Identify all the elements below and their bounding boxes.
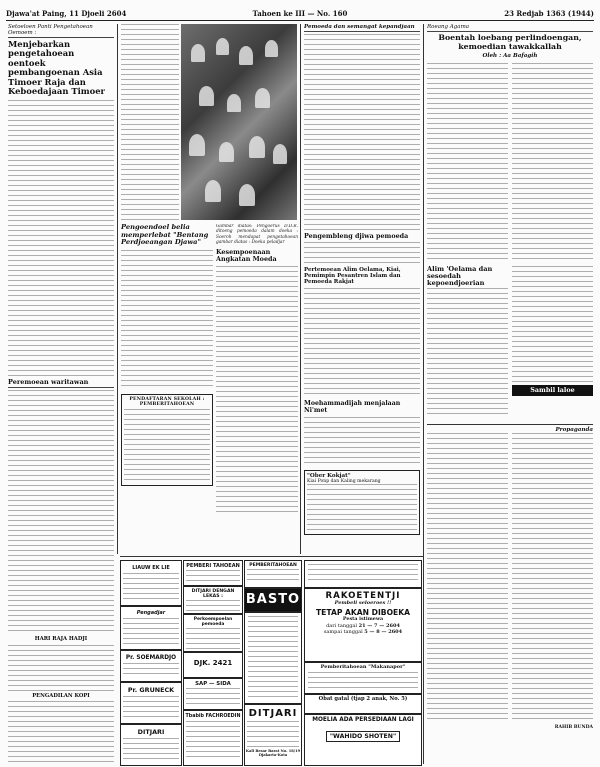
column-rule — [423, 24, 424, 764]
ad-title: Obat gatal (tjap 2 anak, No. 5) — [318, 696, 408, 702]
notice-body — [307, 484, 417, 532]
date-value: 5 — 8 — 2604 — [364, 628, 403, 635]
section-heading: Pertemoean Alim Oelama, Kiai, Pemimpin Pesantren Islam dan Pemoeda Rakjat — [304, 267, 401, 286]
column-3 — [216, 224, 298, 554]
ad-body — [123, 663, 179, 675]
article-body — [121, 24, 179, 220]
ad-body — [248, 616, 298, 700]
ad-title: Pemberitahoean "Makanapor" — [320, 664, 406, 670]
article-body — [427, 433, 508, 723]
ad-body — [123, 618, 179, 644]
ad-body — [247, 569, 299, 583]
ad-obat-gatal — [304, 694, 422, 714]
article-body — [512, 63, 593, 263]
ad-pengadjar — [120, 606, 182, 650]
article-body — [304, 417, 420, 467]
article-headline: Boentah loebang perlindoengan, kemoedian tawakkallah — [438, 33, 582, 51]
ad-title: DITJARI — [248, 708, 298, 719]
ad-pemberi-tahoean — [183, 560, 243, 586]
article-body — [427, 288, 508, 418]
news-photo — [181, 24, 297, 220]
ad-body — [186, 628, 240, 652]
ad-title: Perkoempoelan pemoeda — [193, 617, 233, 627]
article-body — [8, 100, 114, 376]
ad-makanapor — [304, 662, 422, 694]
ad-body — [308, 564, 418, 584]
signature: RAHIB BUNDA — [554, 725, 593, 731]
ad-top-notice — [304, 560, 422, 588]
ad-title: LIAUW EK LIE — [132, 565, 170, 571]
ad-djk — [183, 652, 243, 678]
ad-liauw — [120, 560, 182, 606]
ad-listing — [244, 612, 302, 704]
section-heading: HARI RAJA HADJI — [34, 635, 88, 642]
section-heading: Moehammadijah menjalaan Ni'met — [304, 399, 401, 414]
ad-title: PEMBERI TAHOEAN — [186, 563, 240, 569]
date-label: dari tanggal — [326, 622, 358, 629]
notice-heading: PENDAFTARAN SEKOLAH : PEMBERITAHOEAN — [129, 396, 205, 407]
notice-heading: "Ober Kokjat" — [307, 472, 351, 479]
column-rule — [117, 24, 118, 554]
ad-pemberitahoean — [244, 560, 302, 588]
section-heading: Alim 'Oelama dan sesoedah kepoendjoerian — [427, 264, 493, 288]
ad-address: Kali Besar Barat No. 18/19 Djakarta-Kota — [245, 749, 301, 758]
column-2 — [121, 224, 213, 554]
ad-brand: "WAHIDO SHOTEN" — [326, 731, 400, 742]
date-value: 21 — 7 — 2604 — [358, 622, 400, 629]
ad-title: RAKOETENTJI — [325, 591, 401, 601]
ad-title: Pr. SOEMARDJO — [125, 655, 177, 661]
column-2-upper — [121, 24, 179, 220]
photo-caption: Gambar diatas: Pengoerus D.D.R. ditoeng pemoeda dalam doeka : Soeroh mendapat pengetahoean gambar diatas : Doeka peladjar — [216, 224, 298, 246]
article-body — [121, 250, 213, 390]
notice-box — [121, 394, 213, 486]
ad-soemardjo — [120, 650, 182, 682]
article-body — [304, 34, 420, 230]
article-body — [8, 701, 114, 764]
ad-title: Tbabib FACHROEDIN — [185, 714, 241, 719]
article-kicker: Setoeloen Panti Pengetahoean Oemoem : — [8, 24, 114, 38]
ad-title: PEMBERITAHOEAN — [249, 563, 297, 568]
ad-rakoetentji — [304, 588, 422, 662]
section-label: Sambil laloe — [512, 385, 593, 396]
ad-basto — [244, 588, 302, 612]
column-5 — [427, 24, 593, 764]
ad-body — [247, 721, 299, 747]
article-kicker: Roeang Agama — [427, 24, 593, 32]
ad-sap-sida — [183, 678, 243, 710]
ad-line: Pembeli seloeroes !! — [334, 600, 392, 606]
masthead — [6, 6, 594, 21]
ad-title: DITJARI DENGAN LEKAS : — [191, 589, 235, 599]
notice-subheading: Kiai Ponp dan Kaling mekarang — [307, 478, 381, 484]
column-4 — [304, 24, 420, 554]
masthead-date: Djawa'at Paing, 11 Djoeli 2604 — [6, 8, 127, 18]
ad-title: SAP — SIDA — [195, 681, 231, 687]
ad-perkoempoelan — [183, 614, 243, 652]
date-label: sampai tanggal — [323, 628, 363, 635]
ad-body — [123, 573, 179, 599]
article-headline: Menjebarkan pengetahoean oentoek pembangoenan Asia Timoer Raja dan Keboedajaan Timoer — [8, 39, 105, 97]
ad-body — [186, 600, 240, 614]
column-1 — [8, 24, 114, 764]
article-body — [216, 266, 298, 516]
ad-fachroedin — [183, 710, 243, 766]
section-heading: Peremoean waritawan — [8, 379, 114, 387]
ad-body — [123, 696, 179, 718]
article-body — [8, 645, 114, 691]
notice-box — [304, 470, 420, 535]
masthead-hijri-date: 23 Redjab 1363 (1944) — [504, 8, 594, 18]
ad-gruneck — [120, 682, 182, 724]
ad-title: Pengadjar — [136, 610, 166, 616]
notice-body — [124, 409, 210, 483]
article-body — [427, 63, 508, 263]
ad-title: Pr. GRUNECK — [127, 686, 175, 694]
article-kicker: Pemoeda dan semangat kepandjaan — [304, 24, 420, 32]
article-body — [512, 266, 593, 382]
ad-rule — [120, 556, 423, 557]
ad-body — [308, 672, 418, 690]
section-heading: PENGADILAN KOPI — [32, 692, 90, 699]
ad-line: TETAP AKAN DIBOEKA — [315, 607, 410, 617]
byline: Oleh : Aa Bafagih — [482, 53, 538, 60]
ad-ditjari-dengan-lekas — [183, 586, 243, 614]
article-body — [304, 288, 420, 398]
ad-logo: BASTO — [245, 592, 301, 607]
ad-moelia — [304, 714, 422, 766]
ad-body — [186, 688, 240, 704]
masthead-issue: Tahoen ke III — No. 160 — [252, 8, 348, 18]
article-body — [512, 433, 593, 723]
article-body — [304, 242, 420, 264]
ad-ditjari-big — [244, 704, 302, 766]
ad-body — [123, 738, 179, 760]
article-body — [8, 390, 114, 634]
section-heading: Pengembleng djiwa pemoeda — [304, 232, 409, 240]
section-heading: Propaganda — [555, 426, 593, 433]
ad-title: DITJARI — [137, 728, 165, 736]
ad-body — [186, 721, 240, 757]
ad-ditjari-small — [120, 724, 182, 766]
photo-caption-headline: Pengoendoel belia memperlebat "Bentang Perdjoeangan Djawa" — [121, 224, 209, 246]
ad-line: Pesta istimewa — [342, 615, 384, 622]
column-rule — [300, 24, 301, 554]
ad-title: MOELIA ADA PERSEDIAAN LAGI — [312, 717, 414, 723]
section-heading: Kesempoenaan Angkatan Moeda — [216, 247, 277, 263]
ad-dates — [305, 623, 421, 635]
ad-body — [186, 570, 240, 582]
ad-title: DJK. 2421 — [193, 659, 233, 667]
